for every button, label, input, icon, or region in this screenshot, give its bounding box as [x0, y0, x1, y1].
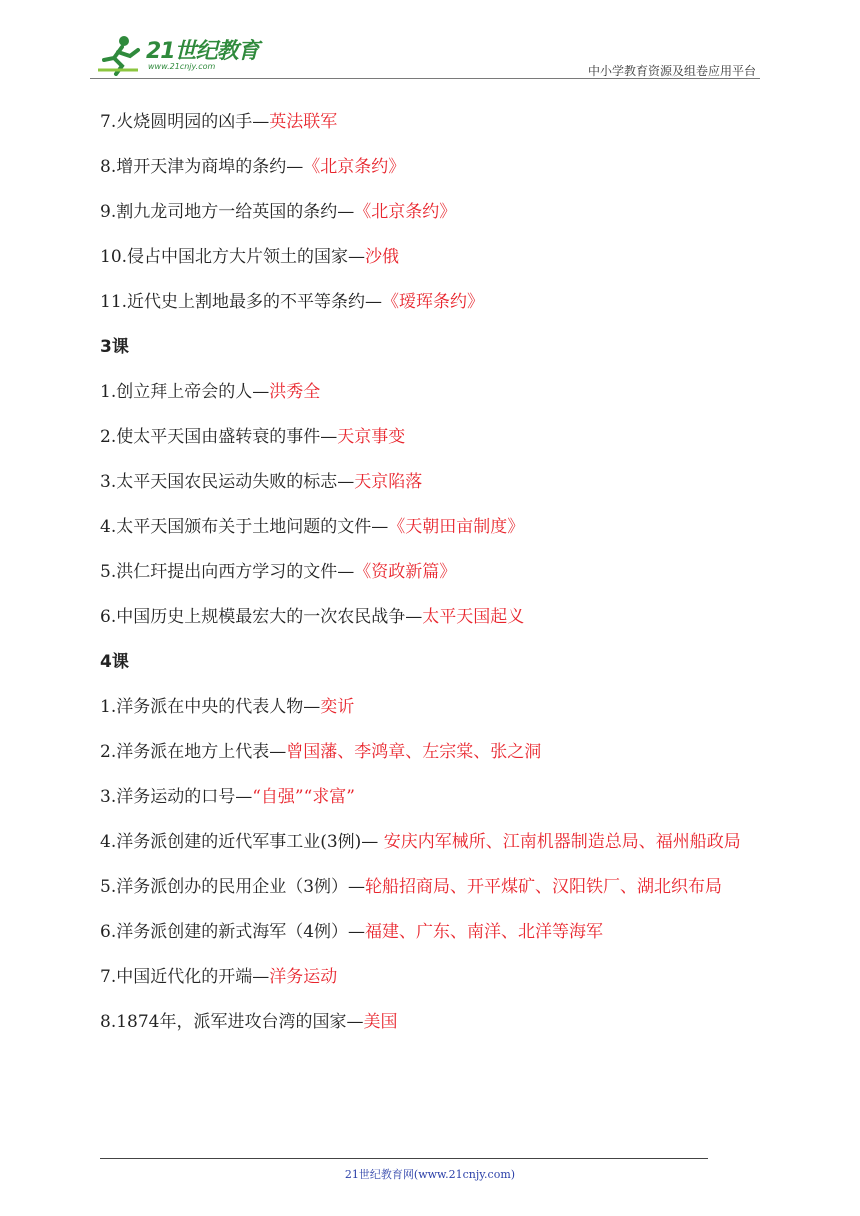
list-item: 4.太平天国颁布关于土地问题的文件—《天朝田亩制度》 [100, 517, 525, 537]
list-item: 8.1874年，派军进攻台湾的国家—美国 [100, 1012, 398, 1032]
list-item: 2.洋务派在地方上代表—曾国藩、李鸿章、左宗棠、张之洞 [100, 742, 542, 762]
list-item: 5.洪仁玕提出向西方学习的文件—《资政新篇》 [100, 562, 457, 582]
answer-text: 英法联军 [269, 112, 338, 132]
section-title-4: 4课 [100, 652, 129, 672]
list-item: 6.中国历史上规模最宏大的一次农民战争—太平天国起义 [100, 607, 525, 627]
list-item: 5.洋务派创办的民用企业（3例）—轮船招商局、开平煤矿、汉阳铁厂、湖北织布局 [100, 877, 723, 897]
answer-text: 洪秀全 [269, 382, 321, 402]
list-item: 6.洋务派创建的新式海军（4例）—福建、广东、南洋、北洋等海军 [100, 922, 604, 942]
list-item: 9.割九龙司地方一给英国的条约—《北京条约》 [100, 202, 457, 222]
answer-text: “自强”“求富” [252, 787, 355, 807]
runner-icon [94, 34, 146, 76]
list-item: 3.洋务运动的口号—“自强”“求富” [100, 787, 355, 807]
section-title-3: 3课 [100, 337, 129, 357]
answer-text: 洋务运动 [269, 967, 338, 987]
answer-text: 《瑷珲条约》 [382, 292, 485, 312]
answer-text: 《北京条约》 [303, 157, 406, 177]
answer-text: 沙俄 [365, 247, 400, 267]
answer-text: 天京事变 [337, 427, 406, 447]
list-item: 7.中国近代化的开端—洋务运动 [100, 967, 338, 987]
answer-text: 《北京条约》 [354, 202, 457, 222]
answer-text: 安庆内军械所、江南机器制造总局、福州船政局 [383, 832, 741, 852]
site-logo [94, 34, 264, 76]
answer-text: 曾国藩、李鸿章、左宗棠、张之洞 [286, 742, 542, 762]
list-item: 7.火烧圆明园的凶手—英法联军 [100, 112, 338, 132]
answer-text: 奕䜣 [320, 697, 355, 717]
platform-name: 中小学教育资源及组卷应用平台 [587, 64, 756, 78]
answer-text: 太平天国起义 [422, 607, 525, 627]
list-item: 2.使太平天国由盛转衰的事件—天京事变 [100, 427, 406, 447]
answer-text: 福建、广东、南洋、北洋等海军 [365, 922, 604, 942]
answer-text: 天京陷落 [354, 472, 423, 492]
list-item: 1.洋务派在中央的代表人物—奕䜣 [100, 697, 355, 717]
list-item: 1.创立拜上帝会的人—洪秀全 [100, 382, 321, 402]
answer-text: 美国 [363, 1012, 398, 1032]
header-divider [90, 78, 760, 79]
list-item: 11.近代史上割地最多的不平等条约—《瑷珲条约》 [100, 292, 485, 312]
logo-url: www.21cnjy.com [148, 62, 216, 71]
page-header [90, 28, 760, 78]
list-item: 3.太平天国农民运动失败的标志—天京陷落 [100, 472, 423, 492]
answer-text: 轮船招商局、开平煤矿、汉阳铁厂、湖北织布局 [365, 877, 723, 897]
logo-text: 21世纪教育 [146, 39, 259, 64]
list-item: 8.增开天津为商埠的条约—《北京条约》 [100, 157, 406, 177]
footer-divider [100, 1158, 708, 1159]
list-item: 4.洋务派创建的近代军事工业(3例)— 安庆内军械所、江南机器制造总局、福州船政局 [100, 832, 741, 852]
list-item: 10.侵占中国北方大片领土的国家—沙俄 [100, 247, 400, 267]
answer-text: 《资政新篇》 [354, 562, 457, 582]
page-footer: 21世纪教育网(www.21cnjy.com) [344, 1168, 516, 1181]
answer-text: 《天朝田亩制度》 [388, 517, 525, 537]
main-content [100, 100, 765, 1045]
